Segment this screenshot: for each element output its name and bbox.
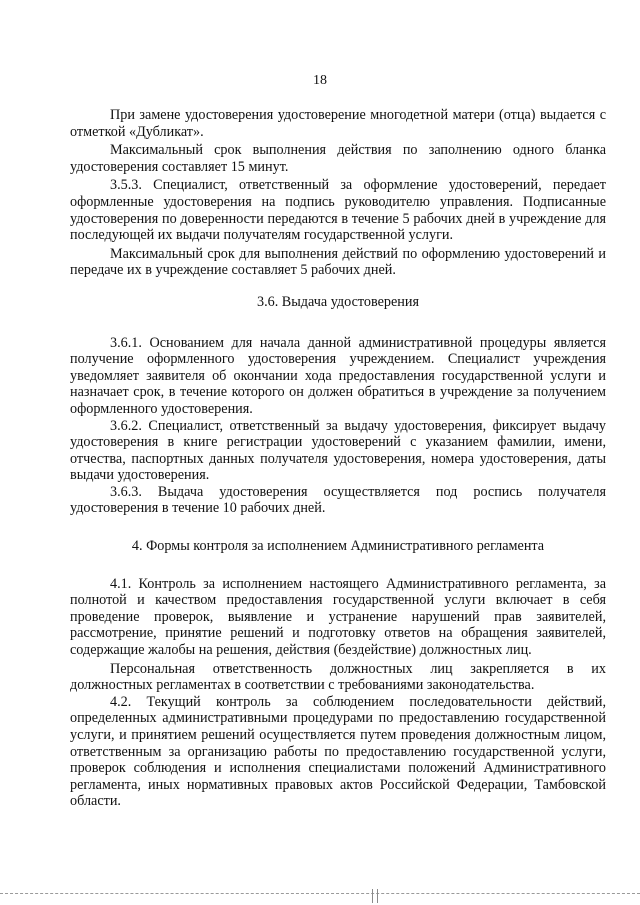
- page-content: [70, 107, 606, 810]
- bottom-scan-tick: [377, 889, 378, 903]
- page-number: 18: [313, 73, 327, 88]
- bottom-scan-line: [0, 893, 640, 894]
- paragraph: 3.6.2. Специалист, ответственный за выдачу удостоверения, фиксирует выдачу удостоверения в книге регистрации удостоверений с указанием фамилии, имени, отчества, паспортных данных получателя удостоверения, номера удостоверения, даты выдачи удостоверения.: [70, 417, 606, 484]
- bottom-scan-tick: [372, 889, 373, 903]
- paragraph: Максимальный срок выполнения действия по заполнению одного бланка удостоверения составляет 15 минут.: [70, 142, 606, 175]
- section-heading-3-6: 3.6. Выдача удостоверения: [256, 293, 420, 310]
- paragraph: Максимальный срок для выполнения действий по оформлению удостоверений и передаче их в учреждение составляет 5 рабочих дней.: [70, 245, 606, 279]
- paragraph: 3.6.1. Основанием для начала данной административной процедуры является получение оформленного удостоверения учреждением. Специалист учреждения уведомляет заявителя об окончании хода предоставления государственной услуги и назначает срок, в течение которого он должен обратиться в учреждение за получением оформленного удостоверения.: [70, 334, 606, 417]
- section-heading-4: 4. Формы контроля за исполнением Административного регламента: [131, 538, 545, 555]
- paragraph: 4.1. Контроль за исполнением настоящего Административного регламента, за полнотой и качеством предоставления государственной услуги включает в себя проведение проверок, выявление и устранение нарушений прав заявителей, рассмотрение, принятие решений и подготовку ответов на обращения заявителей, содержащие жалобы на решения, действия (бездействие) должностных лиц.: [70, 575, 606, 659]
- paragraph: 3.6.3. Выдача удостоверения осуществляется под роспись получателя удостоверения в течение 10 рабочих дней.: [70, 483, 606, 517]
- paragraph: 3.5.3. Специалист, ответственный за оформление удостоверений, передает оформленные удостоверения на подпись руководителю управления. Подписанные удостоверения по доверенности передаются в течение 5 рабочих дней в учреждение для последующей их выдачи получателям государственной услуги.: [70, 177, 606, 244]
- paragraph: Персональная ответственность должностных лиц закрепляется в их должностных регламентах в соответствии с требованиями законодательства.: [70, 660, 606, 694]
- paragraph: При замене удостоверения удостоверение многодетной матери (отца) выдается с отметкой «Дубликат».: [70, 107, 606, 140]
- paragraph: 4.2. Текущий контроль за соблюдением последовательности действий, определенных административными процедурами по предоставлению государственной услуги, и принятием решений осуществляется путем проведения должностным лицом, ответственным за организацию работы по предоставлению государственной услуги, проверок соблюдения и исполнения специалистами положений Административного регламента, иных нормативных правовых актов Российской Федерации, Тамбовской области.: [70, 693, 606, 810]
